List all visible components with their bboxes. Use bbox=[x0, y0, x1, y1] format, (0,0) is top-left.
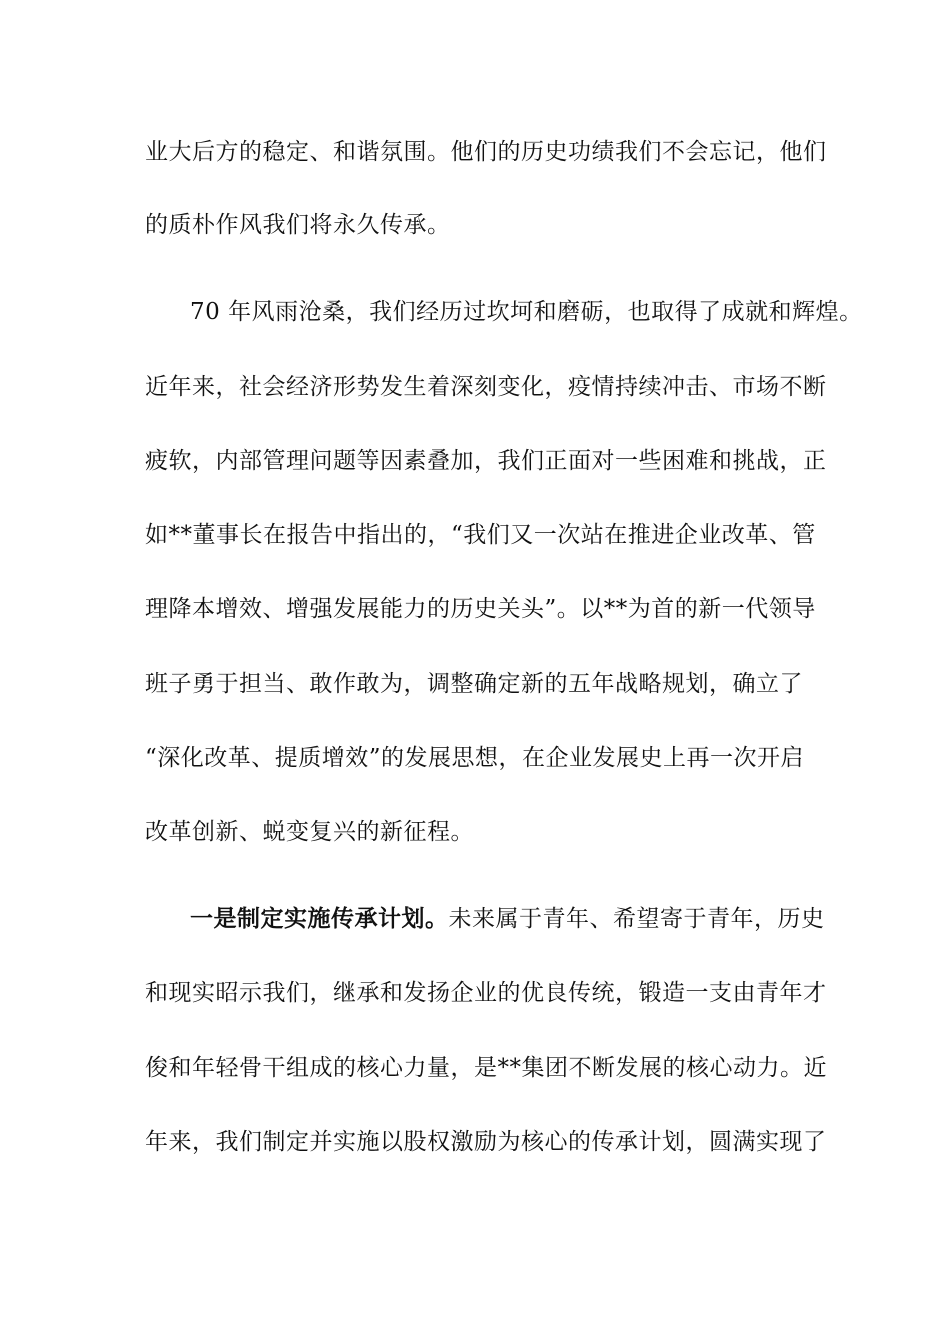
paragraph-line: 俊和年轻骨干组成的核心力量，是**集团不断发展的核心动力。近 bbox=[145, 1055, 827, 1081]
paragraph-line: 疲软，内部管理问题等因素叠加，我们正面对一些困难和挑战，正 bbox=[145, 448, 827, 474]
paragraph-line: 的质朴作风我们将永久传承。 bbox=[145, 212, 451, 238]
paragraph-text: 未来属于青年、希望寄于青年，历史 bbox=[448, 906, 825, 932]
section-heading: 一是制定实施传承计划。 bbox=[190, 905, 449, 932]
paragraph-line: 改革创新、蜕变复兴的新征程。 bbox=[145, 819, 474, 845]
paragraph-line: 70 年风雨沧桑，我们经历过坎坷和磨砺，也取得了成就和辉煌。 bbox=[190, 299, 863, 325]
paragraph-line: 业大后方的稳定、和谐氛围。他们的历史功绩我们不会忘记，他们 bbox=[145, 139, 827, 165]
paragraph-line: “深化改革、提质增效”的发展思想，在企业发展史上再一次开启 bbox=[145, 745, 805, 771]
paragraph-line bbox=[190, 904, 825, 934]
paragraph-line: 和现实昭示我们，继承和发扬企业的优良传统，锻造一支由青年才 bbox=[145, 980, 827, 1006]
paragraph-line: 年来，我们制定并实施以股权激励为核心的传承计划，圆满实现了 bbox=[145, 1129, 827, 1155]
paragraph-line: 理降本增效、增强发展能力的历史关头”。以**为首的新一代领导 bbox=[145, 596, 816, 622]
paragraph-line: 近年来，社会经济形势发生着深刻变化，疫情持续冲击、市场不断 bbox=[145, 374, 827, 400]
paragraph-line: 班子勇于担当、敢作敢为，调整确定新的五年战略规划，确立了 bbox=[145, 671, 803, 697]
paragraph-line: 如**董事长在报告中指出的，“我们又一次站在推进企业改革、管 bbox=[145, 522, 816, 548]
